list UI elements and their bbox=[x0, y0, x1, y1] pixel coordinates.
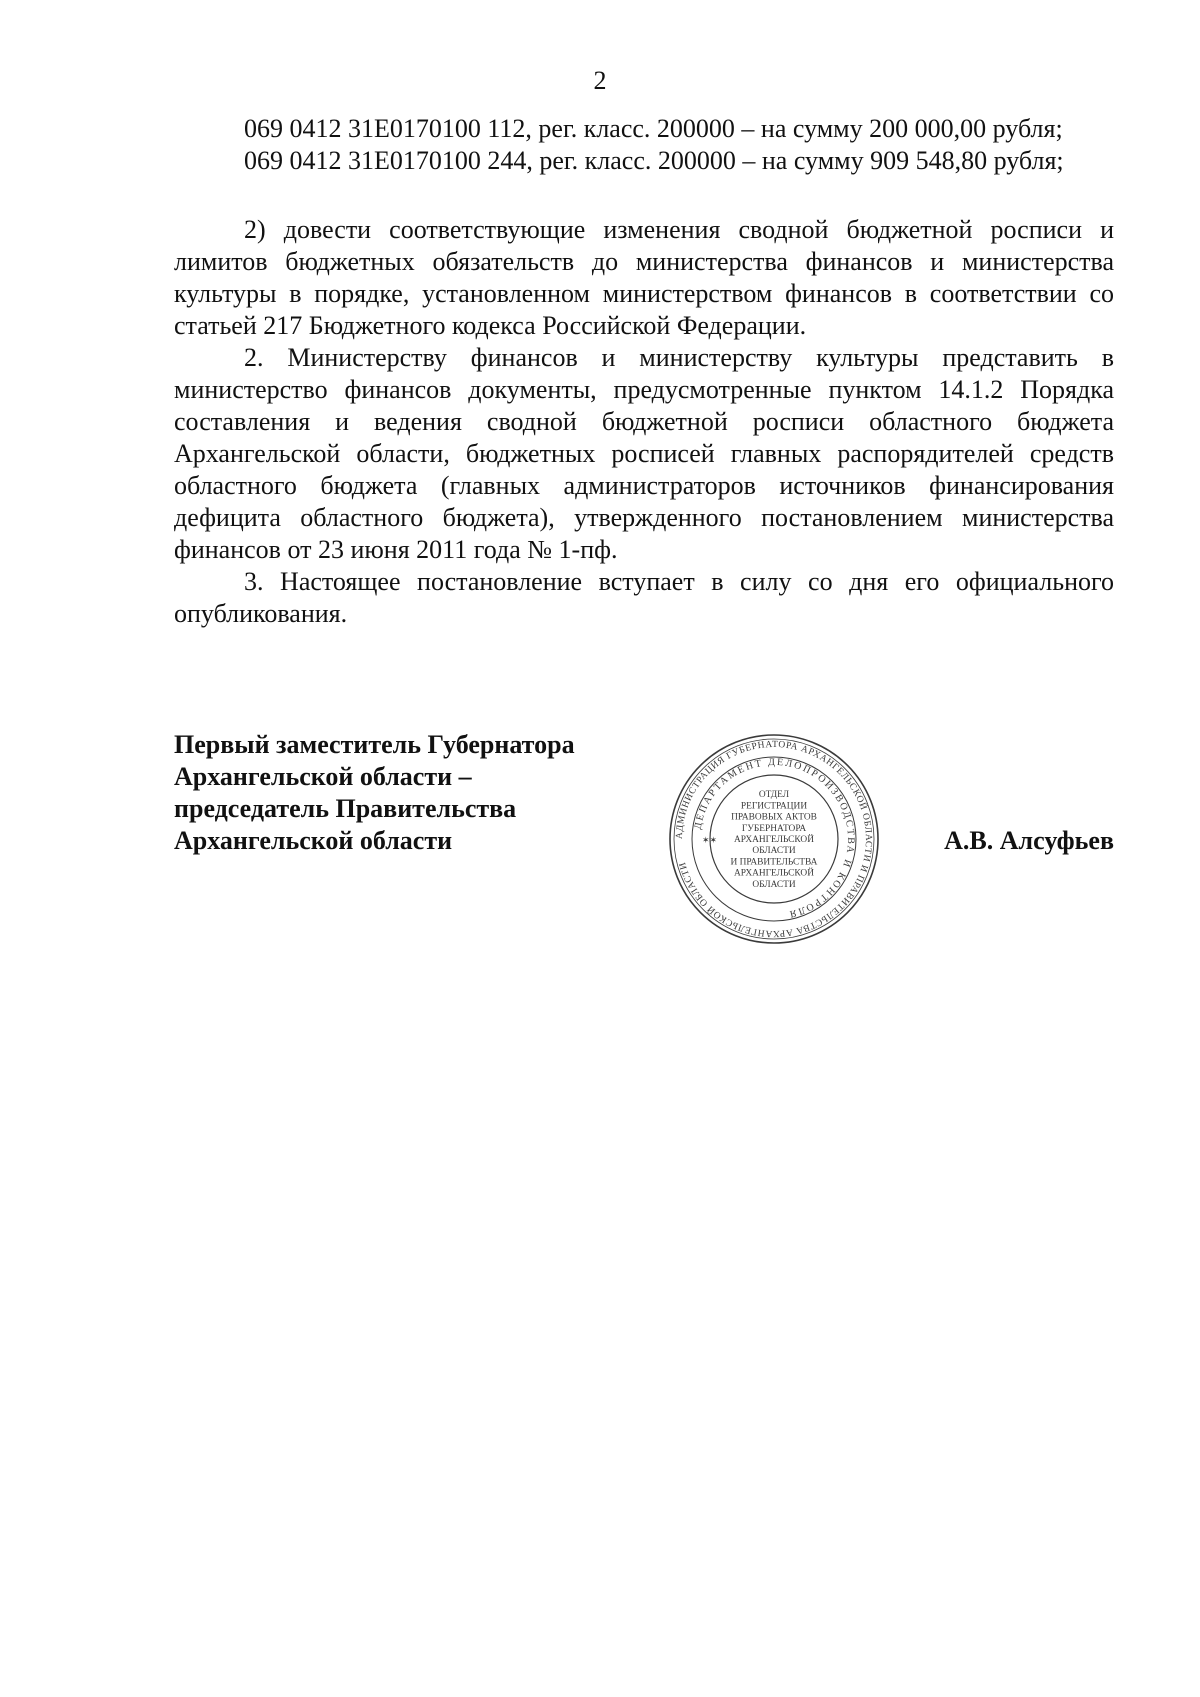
signer-title bbox=[174, 729, 575, 857]
seal-center-line: ОБЛАСТИ bbox=[752, 846, 796, 857]
signature-block bbox=[174, 729, 1114, 959]
seal-center-line: И ПРАВИТЕЛЬСТВА bbox=[730, 857, 818, 868]
star-icon: ✶✶ bbox=[702, 835, 718, 845]
signer-title-line: Архангельской области bbox=[174, 826, 453, 855]
seal-center-line: РЕГИСТРАЦИИ bbox=[740, 801, 808, 812]
signer-title-line: Первый заместитель Губернатора bbox=[174, 730, 575, 759]
seal-inner-ring-text: ДЕПАРТАМЕНТ ДЕЛОПРОИЗВОДСТВА И КОНТРОЛЯ bbox=[692, 756, 857, 920]
signer-title-line: председатель Правительства bbox=[174, 794, 517, 823]
seal-center-line: ПРАВОВЫХ АКТОВ bbox=[731, 812, 817, 823]
seal-center-line: АРХАНГЕЛЬСКОЙ bbox=[734, 835, 814, 845]
seal-ring-text: АДМИНИСТРАЦИЯ ГУБЕРНАТОРА АРХАНГЕЛЬСКОЙ ОБЛАСТИ И ПРАВИТЕЛЬСТВА АРХАНГЕЛЬСКОЙ ОБЛАСТИ bbox=[674, 739, 874, 939]
seal-center-line: ОТДЕЛ bbox=[758, 790, 790, 801]
signer-name: А.В. Алсуфьев bbox=[944, 826, 1114, 855]
paragraph-item-2: 2. Министерству финансов и министерству культуры представить в министерство финансов документы, предусмотренные пунктом 14.1.2 Порядка составления и ведения сводной бюджетной росписи областного бюджета Архангельской области, бюджетных росписей главных распорядителей средств областного бюджета (главных администраторов источников финансирования дефицита областного бюджета), утвержденного постановлением министерства финансов от 23 июня 2011 года № 1-пф. bbox=[174, 343, 1114, 564]
seal-center-text bbox=[731, 790, 818, 890]
paragraph-clause-2: 2) довести соответствующие изменения сводной бюджетной росписи и лимитов бюджетных обязательств до министерства финансов и министерства культуры в порядке, установленном министерством финансов в соответствии со статьей 217 Бюджетного кодекса Российской Федерации. bbox=[174, 215, 1114, 340]
seal-center-line: ГУБЕРНАТОРА bbox=[741, 823, 807, 834]
seal-center-line: АРХАНГЕЛЬСКОЙ bbox=[734, 868, 814, 879]
paragraph-item-3: 3. Настоящее постановление вступает в силу со дня его официального опубликования. bbox=[174, 567, 1114, 628]
budget-code-line: 069 0412 31Е0170100 112, рег. класс. 200000 – на сумму 200 000,00 рубля; bbox=[244, 114, 1063, 143]
official-seal-stamp bbox=[664, 729, 884, 949]
budget-codes bbox=[244, 113, 1114, 177]
document-body bbox=[174, 214, 1114, 630]
seal-center-line: ОБЛАСТИ bbox=[752, 879, 796, 890]
signer-title-line: Архангельской области – bbox=[174, 762, 472, 791]
page-number: 2 bbox=[593, 66, 607, 95]
budget-code-line: 069 0412 31Е0170100 244, рег. класс. 200000 – на сумму 909 548,80 рубля; bbox=[244, 146, 1064, 175]
